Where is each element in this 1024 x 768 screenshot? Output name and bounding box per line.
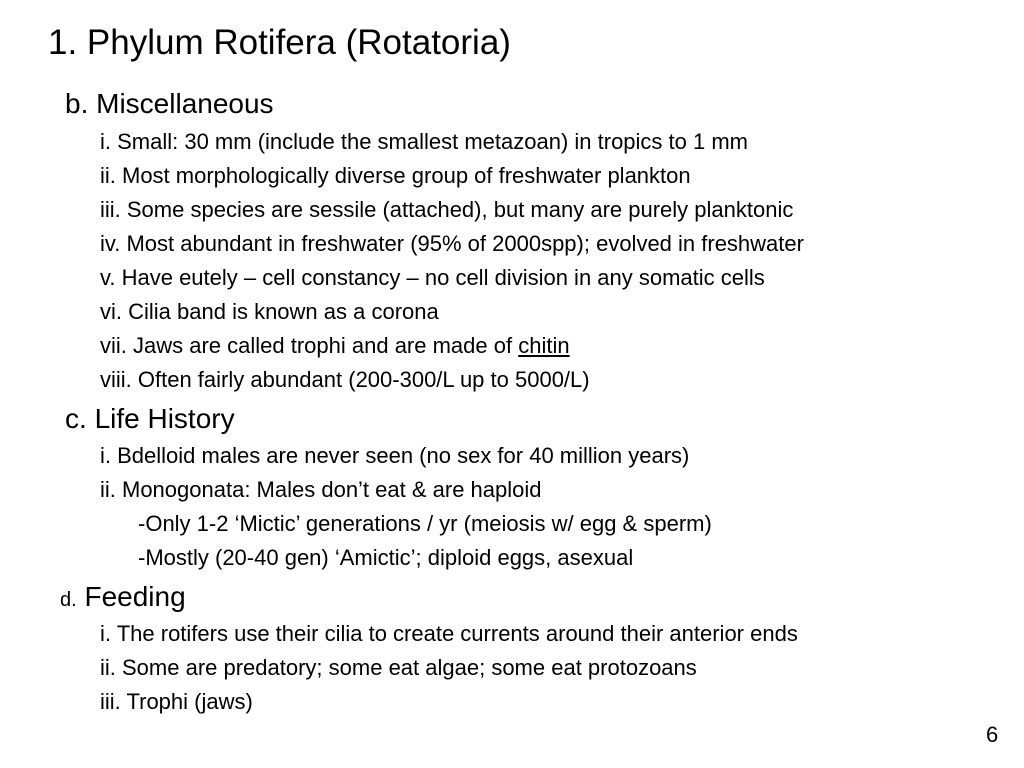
section-heading-miscellaneous [65,87,274,121]
section-letter: c. [65,403,87,434]
list-item: iv. Most abundant in freshwater (95% of 2000spp); evolved in freshwater [100,231,804,256]
list-item: -Only 1-2 ‘Mictic’ generations / yr (meiosis w/ egg & sperm) [138,511,712,536]
list-item: ii. Most morphologically diverse group of freshwater plankton [100,163,691,188]
slide-title: 1. Phylum Rotifera (Rotatoria) [48,23,511,62]
list-item: v. Have eutely – cell constancy – no cell division in any somatic cells [100,265,765,290]
page-number: 6 [986,722,999,747]
list-item-text: vii. Jaws are called trophi and are made of [100,333,519,358]
list-item: ii. Monogonata: Males don’t eat & are haploid [100,477,542,502]
section-heading-feeding [60,580,186,617]
section-letter: d. [60,589,77,611]
list-item: iii. Some species are sessile (attached), but many are purely planktonic [100,197,794,222]
list-item: i. Small: 30 mm (include the smallest metazoan) in tropics to 1 mm [100,129,749,154]
list-item: -Mostly (20-40 gen) ‘Amictic’; diploid eggs, asexual [138,545,634,570]
list-item: viii. Often fairly abundant (200-300/L up to 5000/L) [100,367,590,392]
list-item: vi. Cilia band is known as a corona [100,299,439,324]
list-item: i. The rotifers use their cilia to create currents around their anterior ends [100,621,798,646]
underlined-term: chitin [518,333,570,358]
list-item: ii. Some are predatory; some eat algae; some eat protozoans [100,655,697,680]
section-title: Life History [94,403,235,434]
section-title: Feeding [84,581,186,612]
section-letter: b. [65,88,89,119]
list-item [100,332,570,360]
list-item: iii. Trophi (jaws) [100,689,253,714]
section-heading-life-history [65,402,235,436]
list-item: i. Bdelloid males are never seen (no sex for 40 million years) [100,443,690,468]
section-title: Miscellaneous [96,88,274,119]
